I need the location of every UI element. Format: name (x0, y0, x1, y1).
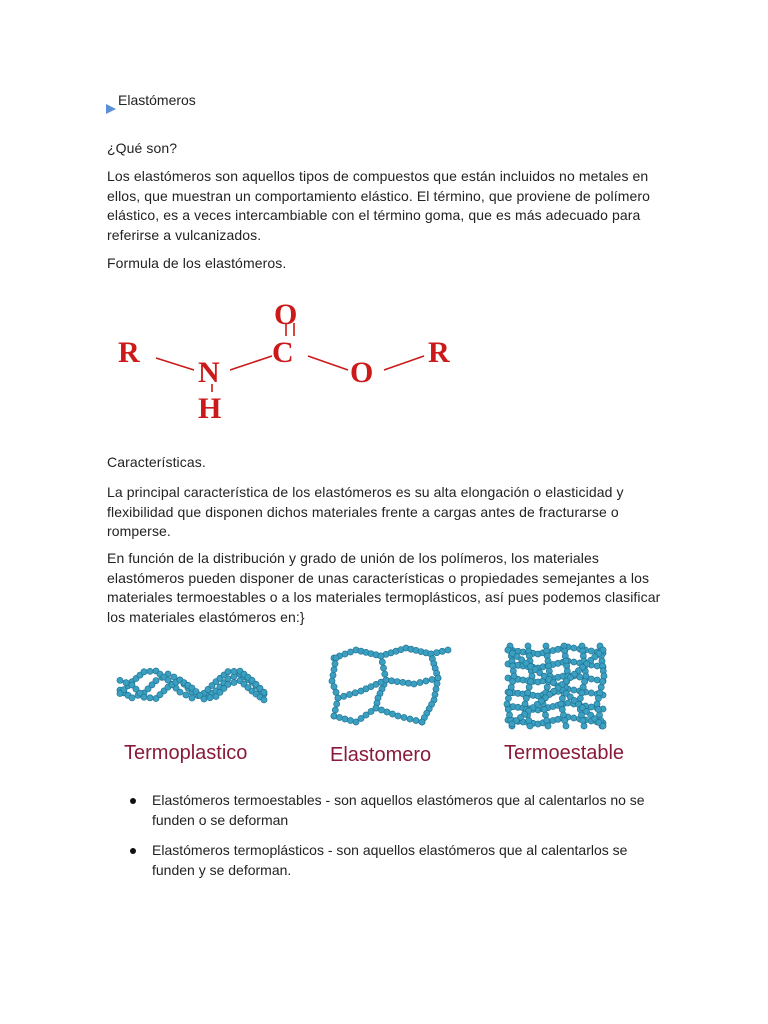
bead (434, 680, 440, 686)
bead (595, 695, 601, 701)
bead (334, 701, 340, 707)
bead (330, 672, 336, 678)
bead (508, 684, 514, 690)
polymer-structure-figure (108, 636, 648, 776)
bead (445, 647, 451, 653)
list-item (130, 840, 650, 880)
bead (505, 706, 511, 712)
bead (201, 696, 207, 702)
formula-title: Formula de los elastómeros. (107, 255, 287, 271)
bead (562, 717, 568, 723)
bead (373, 705, 379, 711)
atom-o: O (350, 356, 374, 389)
bead (526, 684, 532, 690)
bead (526, 717, 532, 723)
bead (333, 689, 339, 695)
bead (378, 653, 384, 659)
bead (331, 666, 337, 672)
carbamate-formula-diagram (112, 296, 472, 426)
bead (331, 684, 337, 690)
bead (439, 648, 445, 654)
bead (225, 681, 231, 687)
bead (389, 678, 395, 684)
bead (504, 701, 510, 707)
bead (346, 691, 352, 697)
bead (505, 695, 511, 701)
list-item-text: Elastómeros termoplásticos - son aquellos elastómeros que al calentarlos se funden y se deforman. (152, 842, 628, 878)
atom-r-right: R (428, 336, 450, 369)
atom-r-left: R (118, 336, 140, 369)
bead (571, 645, 577, 651)
bead (141, 694, 147, 700)
label-termoplastico: Termoplastico (124, 742, 248, 764)
bead (329, 678, 335, 684)
thermoplastic-chain-illustration (116, 636, 276, 736)
bead (580, 684, 586, 690)
characteristics-paragraph-2: En función de la distribución y grado de unión de los polímeros, los materiales elastómeros pueden disponer de unas características o propiedades semejantes a los materiales termoestables o a los materiales termoplásticos, así pues podemos clasificar los materiales elastómeros en:} (107, 550, 661, 625)
bead (601, 673, 607, 679)
bead (565, 700, 571, 706)
bead (545, 723, 551, 729)
bead (583, 673, 589, 679)
bead (383, 677, 389, 683)
bead (544, 684, 550, 690)
bead (207, 695, 213, 701)
bead (117, 677, 123, 683)
bead (542, 712, 548, 718)
list-item-text: Elastómeros termoestables - son aquellos elastómeros que al calentarlos no se funden o se deforman (152, 792, 645, 828)
bond-c-o (308, 356, 348, 370)
bead (423, 678, 429, 684)
bead (509, 721, 515, 727)
bead (411, 681, 417, 687)
bead (147, 695, 153, 701)
bead (261, 697, 267, 703)
bead (511, 673, 517, 679)
bead (417, 679, 423, 685)
bead (544, 717, 550, 723)
thermoplastic-model (116, 636, 276, 736)
thermoset-network-illustration (498, 636, 618, 736)
bead (571, 715, 577, 721)
bullet-icon (130, 798, 136, 804)
bead (525, 690, 531, 696)
atom-o-top: O (274, 298, 298, 331)
bead (189, 695, 195, 701)
thermoset-model (498, 636, 618, 736)
label-termoestable: Termoestable (504, 742, 625, 764)
heading-text: Elastómeros (118, 92, 196, 108)
bead (529, 673, 535, 679)
bead (341, 693, 347, 699)
bead (600, 723, 606, 729)
bead (598, 684, 604, 690)
bead (432, 691, 438, 697)
bead (419, 719, 425, 725)
atom-n: N (198, 356, 220, 389)
bead (571, 687, 577, 693)
bead (600, 679, 606, 685)
bead (595, 706, 601, 712)
bead (352, 690, 358, 696)
bead (147, 668, 153, 674)
bead (563, 723, 569, 729)
bead (541, 706, 547, 712)
bead (435, 675, 441, 681)
bead (407, 716, 413, 722)
bead (597, 690, 603, 696)
bead (333, 655, 339, 661)
bead (382, 671, 388, 677)
bead (129, 695, 135, 701)
bead (379, 659, 385, 665)
bead (177, 689, 183, 695)
bead (183, 692, 189, 698)
bead (510, 679, 516, 685)
bead (560, 712, 566, 718)
bead (153, 678, 159, 684)
bead (231, 679, 237, 685)
bead (523, 695, 529, 701)
bead (332, 661, 338, 667)
bead (588, 648, 594, 654)
bead (558, 701, 564, 707)
bead (434, 650, 440, 656)
bead (579, 690, 585, 696)
bullet-icon (130, 848, 136, 854)
bead (559, 706, 565, 712)
triangle-marker-icon (106, 104, 116, 114)
bead (380, 665, 386, 671)
characteristics-title: Características. (107, 454, 206, 470)
bead (528, 679, 534, 685)
bead (588, 704, 594, 710)
bead (123, 680, 129, 686)
list-item (130, 790, 650, 830)
bead (394, 679, 400, 685)
classification-list (130, 790, 650, 890)
bead (571, 659, 577, 665)
bond-o-r (384, 356, 424, 370)
label-elastomero: Elastomero (330, 744, 432, 766)
intro-paragraph: Los elastómeros son aquellos tipos de compuestos que están incluidos no metales en ellos, que muestran un comportamiento elástico. El término, que proviene de polímero elástico, es a veces intercambiable con el término goma, que es más adecuado para referirse a vulcanizados. (107, 168, 651, 243)
bead (581, 723, 587, 729)
bead (507, 690, 513, 696)
bead (582, 679, 588, 685)
bead (400, 679, 406, 685)
bead (588, 690, 594, 696)
bead (405, 680, 411, 686)
bond-n-c (230, 356, 272, 370)
bead (231, 668, 237, 674)
bead (433, 686, 439, 692)
question-text: ¿Qué son? (107, 140, 178, 156)
bond-r-n (156, 358, 194, 370)
atom-c: C (272, 336, 294, 369)
elastomer-network-illustration (326, 636, 456, 736)
bead (332, 707, 338, 713)
bead (335, 695, 341, 701)
bead (395, 713, 401, 719)
bead (527, 723, 533, 729)
bead (580, 717, 586, 723)
bead (577, 695, 583, 701)
bead (594, 701, 600, 707)
atom-h: H (198, 392, 222, 425)
bead (522, 701, 528, 707)
bead (506, 712, 512, 718)
bead (401, 714, 407, 720)
characteristics-paragraph-1: La principal característica de los elastómeros es su alta elongación o elasticidad y flexibilidad que disponen dichos materiales frente a cargas antes de fracturarse o romperse. (107, 484, 624, 539)
elastomer-model (326, 636, 456, 736)
bead (413, 717, 419, 723)
bead (141, 669, 147, 675)
bead (225, 669, 231, 675)
